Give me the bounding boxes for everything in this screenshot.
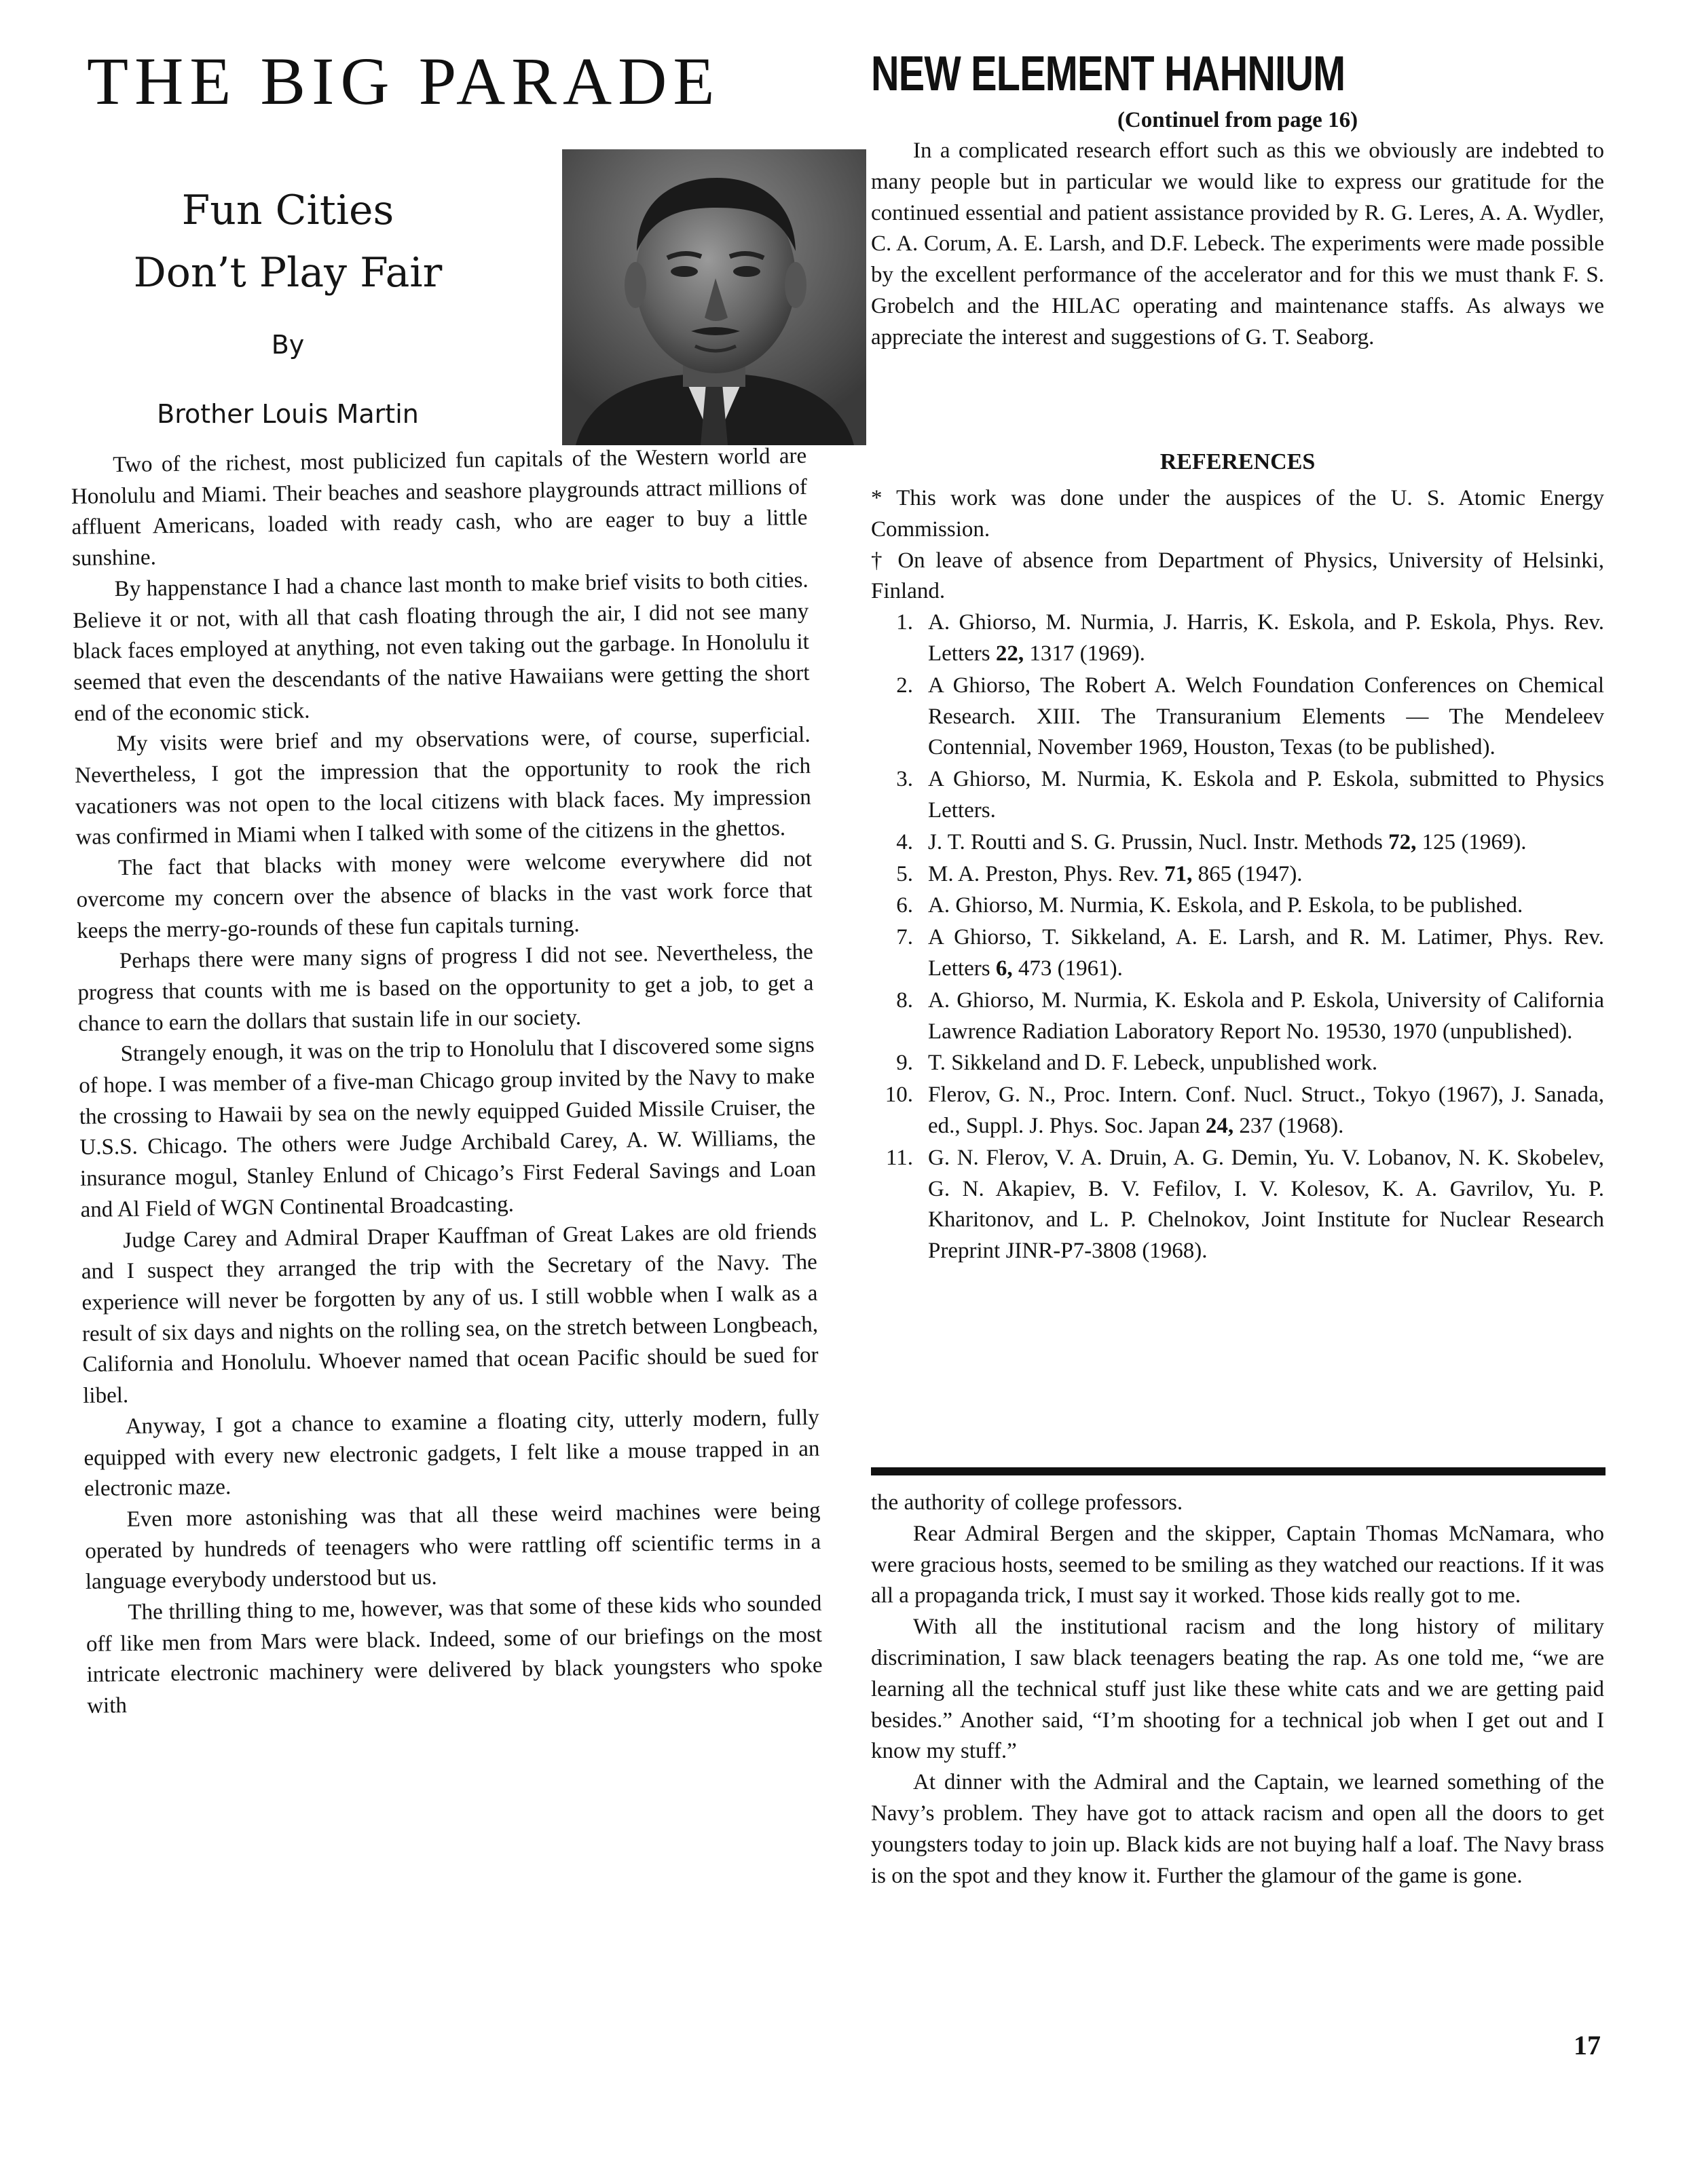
body-paragraph: Two of the richest, most publicized fun capitals of the Western world are Honolulu and Miami. Their beaches and seashore playgrounds attract millions of affluent Americans, loaded with ready cash, who are eager to buy a little sunshine. [71, 443, 808, 571]
reference-number: 10. [885, 1082, 913, 1108]
continued-article-text [871, 1488, 1604, 1891]
author-portrait [562, 149, 866, 445]
left-article-body [71, 441, 823, 1722]
reference-text: Flerov, G. N., Proc. Intern. Conf. Nucl. Struct., Tokyo (1967), J. Sanada, ed., Suppl. J. Phys. Soc. Japan [928, 1082, 1604, 1138]
section-divider-rule [871, 1467, 1606, 1475]
body-paragraph: Perhaps there were many signs of progress I did not see. Nevertheless, the progress that counts with me is based on the opportunity to get a job, to get a chance to earn the dollars that sustain life in our society. [77, 939, 814, 1036]
reference-item [871, 1080, 1604, 1142]
body-paragraph: My visits were brief and my observations were, of course, superficial. Nevertheless, I got the impression that the opportunity to rook the rich vacationers was not open to the local citizens with black faces. My impression was confirmed in Miami when I talked with some of the citizens in the ghettos. [75, 723, 812, 850]
reference-item [871, 985, 1604, 1048]
acknowledgement-text [871, 136, 1604, 354]
body-paragraph: Even more astonishing was that all these weird machines were being operated by hundreds of teenagers who were rattling off scientific terms in a language everybody understood but us. [84, 1498, 821, 1595]
acknowledgement-paragraph: In a complicated research effort such as this we obviously are indebted to many people but in particular we would like to express our gratitude for the continued essential and patient assistance provided by R. G. Leres, A. A. Wydler, C. A. Corum, A. E. Larsh, and D.F. Lebeck. The experiments were made possible by the excellent performance of the accelerator and for this we must thank F. S. Grobelch and the HILAC operating and maintenance staffs. As always we appreciate the interest and suggestions of G. T. Seaborg. [871, 138, 1604, 350]
reference-volume: 22, [995, 641, 1024, 666]
by-label: By [271, 330, 305, 360]
byline-block [71, 179, 505, 429]
column-masthead: THE BIG PARADE [87, 43, 721, 119]
reference-text: A Ghiorso, T. Sikkeland, A. E. Larsh, and R. M. Latimer, Phys. Rev. Letters [928, 925, 1604, 981]
page-number: 17 [1574, 2030, 1601, 2060]
reference-volume: 71, [1164, 861, 1193, 886]
reference-number: 2. [896, 673, 913, 698]
reference-tail: 237 (1968). [1233, 1113, 1344, 1138]
reference-number: 11. [885, 1145, 913, 1170]
reference-item [871, 607, 1604, 670]
reference-tail: 1317 (1969). [1024, 641, 1145, 666]
reference-item [871, 922, 1604, 985]
reference-number: 3. [896, 767, 913, 792]
reference-tail: 865 (1947). [1192, 861, 1303, 886]
reference-item [871, 890, 1604, 922]
reference-text: A. Ghiorso, M. Nurmia, K. Eskola and P. Eskola, University of California Lawrence Radiation Laboratory Report No. 19530, 1970 (unpublished). [928, 987, 1604, 1044]
reference-text: A Ghiorso, M. Nurmia, K. Eskola and P. Eskola, submitted to Physics Letters. [928, 767, 1604, 823]
author-name: Brother Louis Martin [157, 399, 419, 429]
reference-item [871, 671, 1604, 764]
right-article [871, 43, 1604, 1264]
reference-number: 8. [896, 987, 913, 1013]
body-paragraph: By happenstance I had a chance last month to make brief visits to both cities. Believe it or not, with all that cash floating through the air, I did not see many black faces employed at anything, not even taking out the garbage. In Honolulu it seemed that even the descendants of the native Hawaiians were getting the short end of the economic stick. [73, 567, 810, 726]
reference-item [871, 827, 1604, 859]
subtitle-line-1: Fun Cities [181, 187, 394, 234]
body-paragraph: the authority of college professors. [871, 1490, 1183, 1515]
reference-text: A. Ghiorso, M. Nurmia, J. Harris, K. Eskola, and P. Eskola, Phys. Rev. Letters [928, 610, 1604, 666]
reference-volume: 6, [995, 956, 1013, 981]
reference-number: 9. [896, 1051, 913, 1076]
reference-number: 5. [896, 861, 913, 886]
body-paragraph: Rear Admiral Bergen and the skipper, Captain Thomas McNamara, who were gracious hosts, seemed to be smiling as they watched our reactions. If it was all a propaganda trick, I must say it worked. Those kids really got to me. [871, 1521, 1604, 1608]
body-paragraph: Judge Carey and Admiral Draper Kauffman of Great Lakes are old friends and I suspect they arranged the trip with the Secretary of the Navy. The experience will never be forgotten by any of us. I still wobble when I walk as a result of six days and nights on the rolling sea, on the stretch between Longbeach, California and Honolulu. Whoever named that ocean Pacific should be sued for libel. [81, 1219, 819, 1408]
footnote-star: * This work was done under the auspices of the U. S. Atomic Energy Commission. [871, 486, 1604, 542]
references-title: REFERENCES [1159, 449, 1316, 474]
reference-item [871, 1143, 1604, 1267]
reference-number: 7. [896, 925, 913, 950]
reference-tail: 473 (1961). [1012, 956, 1123, 981]
body-paragraph: Strangely enough, it was on the trip to Honolulu that I discovered some signs of hope. I was member of a five-man Chicago group invited by the Navy to make the crossing to Hawaii by sea on the newly equipped Guided Missile Cruiser, the U.S.S. Chicago. The others were Judge Archibald Carey, A. W. Williams, the insurance mogul, Stanley Enlund of Chicago’s First Federal Savings and Loan and Al Field of WGN Continental Broadcasting. [79, 1033, 817, 1222]
body-paragraph: At dinner with the Admiral and the Captain, we learned something of the Navy’s problem. They have got to attack racism and open all the doors to get youngsters today to join up. Black kids are not buying half a loaf. The Navy brass is on the spot and they know it. Further the glamour of the game is gone. [871, 1770, 1604, 1888]
reference-item [871, 1048, 1604, 1079]
reference-list [871, 607, 1604, 1267]
subtitle-line-2: Don’t Play Fair [133, 249, 443, 297]
reference-text: M. A. Preston, Phys. Rev. [928, 861, 1165, 886]
portrait-illustration [562, 149, 866, 445]
reference-number: 4. [896, 829, 913, 854]
body-paragraph: Anyway, I got a chance to examine a floating city, utterly modern, fully equipped with every new electronic gadgets, I felt like a mouse trapped in an electronic maze. [83, 1405, 820, 1502]
reference-text: T. Sikkeland and D. F. Lebeck, unpublished work. [928, 1051, 1378, 1076]
reference-volume: 72, [1388, 829, 1417, 854]
body-paragraph: The thrilling thing to me, however, was that some of these kids who sounded off like men from Mars were black. Indeed, some of our briefings on the most intricate electronic machinery were delivered by black youngsters who spoke with [86, 1591, 823, 1718]
footnote-dagger: † On leave of absence from Department of Physics, University of Helsinki, Finland. [871, 548, 1604, 604]
reference-text: J. T. Routti and S. G. Prussin, Nucl. Instr. Methods [928, 829, 1389, 854]
reference-text: A Ghiorso, The Robert A. Welch Foundation Conferences on Chemical Research. XIII. The Transuranium Elements — The Mendeleev Contennial, November 1969, Houston, Texas (to be published). [928, 673, 1604, 760]
reference-item [871, 859, 1604, 890]
reference-tail: 125 (1969). [1416, 829, 1527, 854]
references-section [871, 483, 1604, 1268]
body-paragraph: With all the institutional racism and the long history of military discrimination, I saw black teenagers beating the rap. As one told me, “we are learning all the technical stuff just like these white cats and we are getting paid besides.” Another said, “I’m shooting for a technical job when I get out and I know my stuff.” [871, 1615, 1604, 1764]
continued-note: (Continuel from page 16) [1117, 108, 1358, 132]
body-paragraph: The fact that blacks with money were welcome everywhere did not overcome my concern over the absence of blacks in the vast work force that keeps the merry-go-rounds of these fun capitals turning. [76, 846, 813, 943]
article-headline: NEW ELEMENT HAHNIUM [871, 47, 1345, 101]
reference-number: 6. [896, 893, 913, 918]
reference-text: A. Ghiorso, M. Nurmia, K. Eskola, and P. Eskola, to be published. [928, 893, 1523, 918]
reference-number: 1. [896, 610, 913, 635]
reference-item [871, 764, 1604, 827]
reference-text: G. N. Flerov, V. A. Druin, A. G. Demin, Yu. V. Lobanov, N. K. Skobelev, G. N. Akapiev, B. V. Fefilov, I. V. Kolesov, K. A. Gavrilov, Yu. P. Kharitonov, and L. P. Chelnokov, Joint Institute for Nuclear Research Preprint JINR-P7-3808 (1968). [928, 1145, 1604, 1264]
reference-volume: 24, [1205, 1113, 1234, 1138]
